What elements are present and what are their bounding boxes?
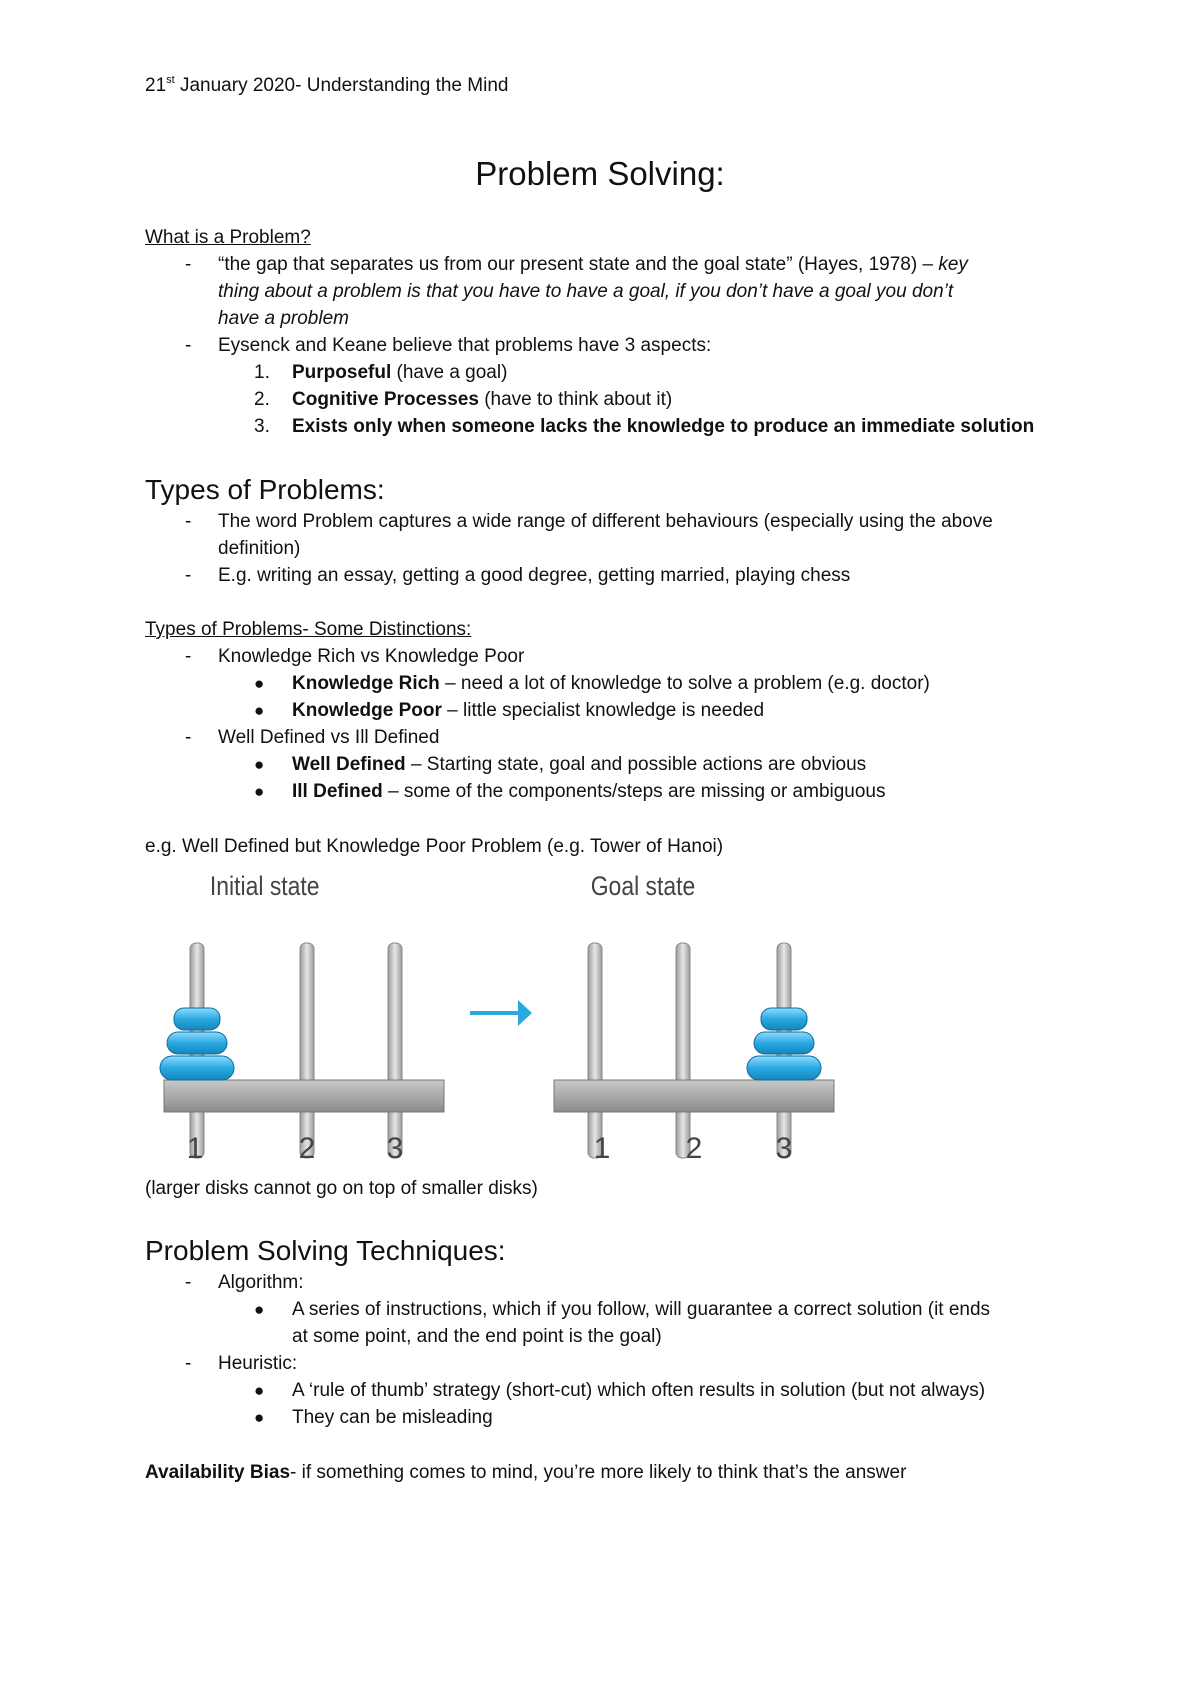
- disk-medium: [167, 1032, 227, 1054]
- bullet-dot: ●: [254, 782, 265, 801]
- quote-line-3: have a problem: [218, 308, 349, 329]
- peg-label: 2: [685, 1132, 703, 1165]
- dash-bullet: -: [185, 727, 192, 748]
- bullet-dot: ●: [254, 701, 265, 720]
- peg-label: 1: [593, 1132, 611, 1165]
- peg: [388, 943, 402, 1158]
- peg: [676, 943, 690, 1158]
- bullet-dot: ●: [254, 674, 265, 693]
- techniques-heading: Problem Solving Techniques:: [145, 1235, 506, 1266]
- example-caption: e.g. Well Defined but Knowledge Poor Problem (e.g. Tower of Hanoi): [145, 836, 724, 857]
- goal-state-label: Goal state: [590, 871, 696, 902]
- section-heading-what-is-problem: What is a Problem?: [145, 227, 311, 248]
- tower-of-hanoi-figure: [150, 858, 850, 1168]
- page-title: Problem Solving:: [475, 155, 725, 192]
- disk-rule-note: (larger disks cannot go on top of smaller disks): [145, 1178, 538, 1199]
- quote-line-2: thing about a problem is that you have to have a goal, if you don’t have a goal you don’t: [218, 281, 954, 302]
- dash-bullet: -: [185, 511, 192, 532]
- disk-small: [761, 1008, 807, 1030]
- algorithm-desc-cont: at some point, and the end point is the goal): [292, 1326, 662, 1347]
- dash-bullet: -: [185, 254, 192, 275]
- types-line-1b: definition): [218, 538, 301, 559]
- dash-bullet: -: [185, 335, 192, 356]
- base: [554, 1080, 834, 1112]
- bullet-dot: ●: [254, 1381, 265, 1400]
- dash-bullet: -: [185, 1353, 192, 1374]
- bullet-dot: ●: [254, 1300, 265, 1319]
- dash-bullet: -: [185, 565, 192, 586]
- peg-label: 2: [298, 1132, 316, 1165]
- dash-bullet: -: [185, 646, 192, 667]
- disk-small: [174, 1008, 220, 1030]
- distinctions-heading: Types of Problems- Some Distinctions:: [145, 619, 472, 640]
- initial-state-label: Initial state: [209, 871, 320, 902]
- peg-label: 1: [186, 1132, 204, 1165]
- disk-large: [160, 1056, 234, 1080]
- peg: [300, 943, 314, 1158]
- arrow-right-icon: [470, 1000, 532, 1026]
- dash-bullet: -: [185, 1272, 192, 1293]
- initial-state-tower: [160, 943, 444, 1158]
- availability-bias-line: Availability Bias- if something comes to mind, you’re more likely to think that’s the answer: [145, 1462, 907, 1483]
- bullet-dot: ●: [254, 1408, 265, 1427]
- peg-label: 3: [386, 1132, 404, 1165]
- document-page: 21st January 2020- Understanding the Mind Problem Solving: What is a Problem? - “the gap that separates us from our present state and the goal state” (Hayes, 1978) – key thing about a problem is that you have to have a goal, if you don’t have a goal you don’t have a problem - Eysenck and Keane believe that problems have 3 aspects: 1. Purposeful (have a goal) 2. Cognitive Processes (have to think about it) 3. Exists only when someone lacks the knowledge to produce an immediate solution Types of Problems: - The word Problem captures a wide range of different behaviours (especially using the above definition) - E.g. writing an essay, getting a good degree, getting married, playing chess Types of Problems- Some Distinctions: - Knowledge Rich vs Knowledge Poor ● Knowledge Rich – need a lot of knowledge to solve a problem (e.g. doctor) ● Knowledge Poor – little specialist knowledge is needed - Well Defined vs Ill Defined ● Well Defined – Starting state, goal and possible actions are obvious ● Ill Defined – some of the components/steps are missing or ambiguous e.g. Well Defined but Knowledge Poor Problem (e.g. Tower of Hanoi) Initial state Goal state 1 2 3 1 2 3 (larger disks cannot go on top of smaller disks) Problem Solving Techniques: - Algorithm: ● A series of instructions, which if you follow, will guarantee a correct solution (it ends at some point, and the end point is the goal) - Heuristic: ● A ‘rule of thumb’ strategy (short-cut) which often results in solution (but not always) ● They can be misleading Availability Bias- if something comes to mind, you’re more likely to think that’s the answer: [0, 0, 1200, 1698]
- base: [164, 1080, 444, 1112]
- peg-label: 3: [775, 1132, 793, 1165]
- peg: [588, 943, 602, 1158]
- goal-state-tower: [554, 943, 834, 1158]
- bullet-dot: ●: [254, 755, 265, 774]
- disk-medium: [754, 1032, 814, 1054]
- disk-large: [747, 1056, 821, 1080]
- header-date: 21st January 2020- Understanding the Mind: [145, 74, 509, 96]
- types-heading: Types of Problems:: [145, 474, 385, 505]
